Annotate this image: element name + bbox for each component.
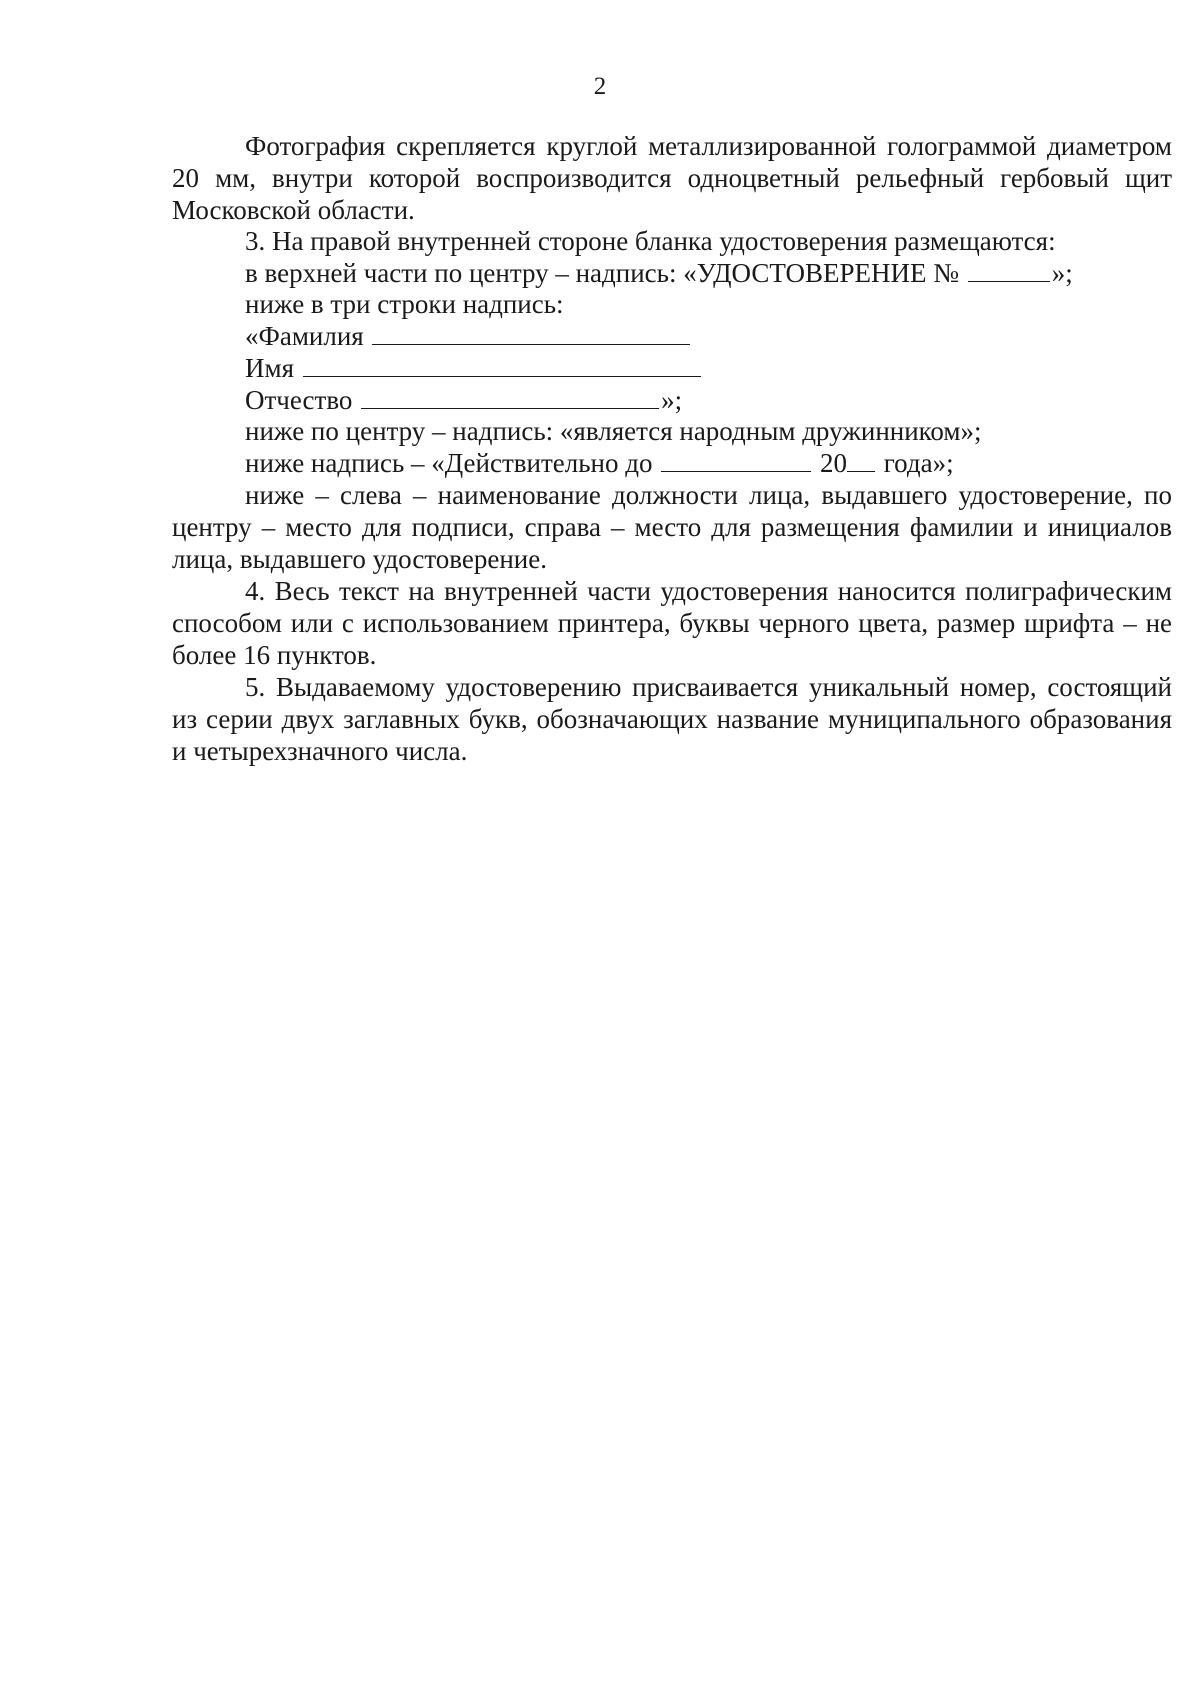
familia-blank — [372, 320, 690, 345]
certificate-number-suffix: »; — [1051, 258, 1073, 288]
valid-until-year-prefix: 20 — [819, 448, 847, 478]
line-valid-until — [172, 447, 1172, 479]
line-imya — [172, 352, 1172, 384]
valid-until-label: ниже надпись – «Действительно до — [245, 448, 653, 478]
line-druzhinnik: ниже по центру – надпись: «является народным дружинником»; — [245, 416, 982, 446]
certificate-number-blank — [968, 257, 1050, 282]
paragraph-3-intro: 3. На правой внутренней стороне бланка удостоверения размещаются: — [245, 226, 1056, 256]
otchestvo-suffix: »; — [661, 385, 683, 415]
line-otchestvo — [172, 384, 1172, 416]
familia-label: «Фамилия — [245, 321, 364, 351]
document-body — [172, 130, 1172, 767]
otchestvo-blank — [361, 384, 659, 409]
line-familia — [172, 320, 1172, 352]
line-three-rows-intro: ниже в три строки надпись: — [245, 289, 564, 319]
otchestvo-label: Отчество — [245, 385, 353, 415]
paragraph-4: 4. Весь текст на внутренней части удостоверения наносится полиграфическим способом или с использованием принтера, буквы черного цвета, размер шрифта – не более 16 пунктов. — [172, 576, 1172, 670]
paragraph-5: 5. Выдаваемому удостоверению присваивается уникальный номер, состоящий из серии двух заглавных букв, обозначающих название муниципального образования и четырехзначного числа. — [172, 672, 1172, 766]
valid-until-year-blank — [847, 447, 875, 472]
paragraph-signature-block: ниже – слева – наименование должности лица, выдавшего удостоверение, по центру – место для подписи, справа – место для размещения фамилии и инициалов лица, выдавшего удостоверение. — [172, 480, 1172, 574]
line-certificate-number — [172, 257, 1172, 289]
imya-blank — [303, 352, 701, 377]
paragraph-photo-hologram: Фотография скрепляется круглой металлизированной голограммой диаметром 20 мм, внутри которой воспроизводится одноцветный рельефный гербовый щит Московской области. — [172, 131, 1172, 225]
valid-until-suffix: года»; — [883, 448, 954, 478]
imya-label: Имя — [245, 353, 295, 383]
valid-until-date-blank — [661, 447, 811, 472]
certificate-number-label: в верхней части по центру – надпись: «УДОСТОВЕРЕНИЕ № — [245, 258, 960, 288]
page-number: 2 — [593, 73, 607, 100]
